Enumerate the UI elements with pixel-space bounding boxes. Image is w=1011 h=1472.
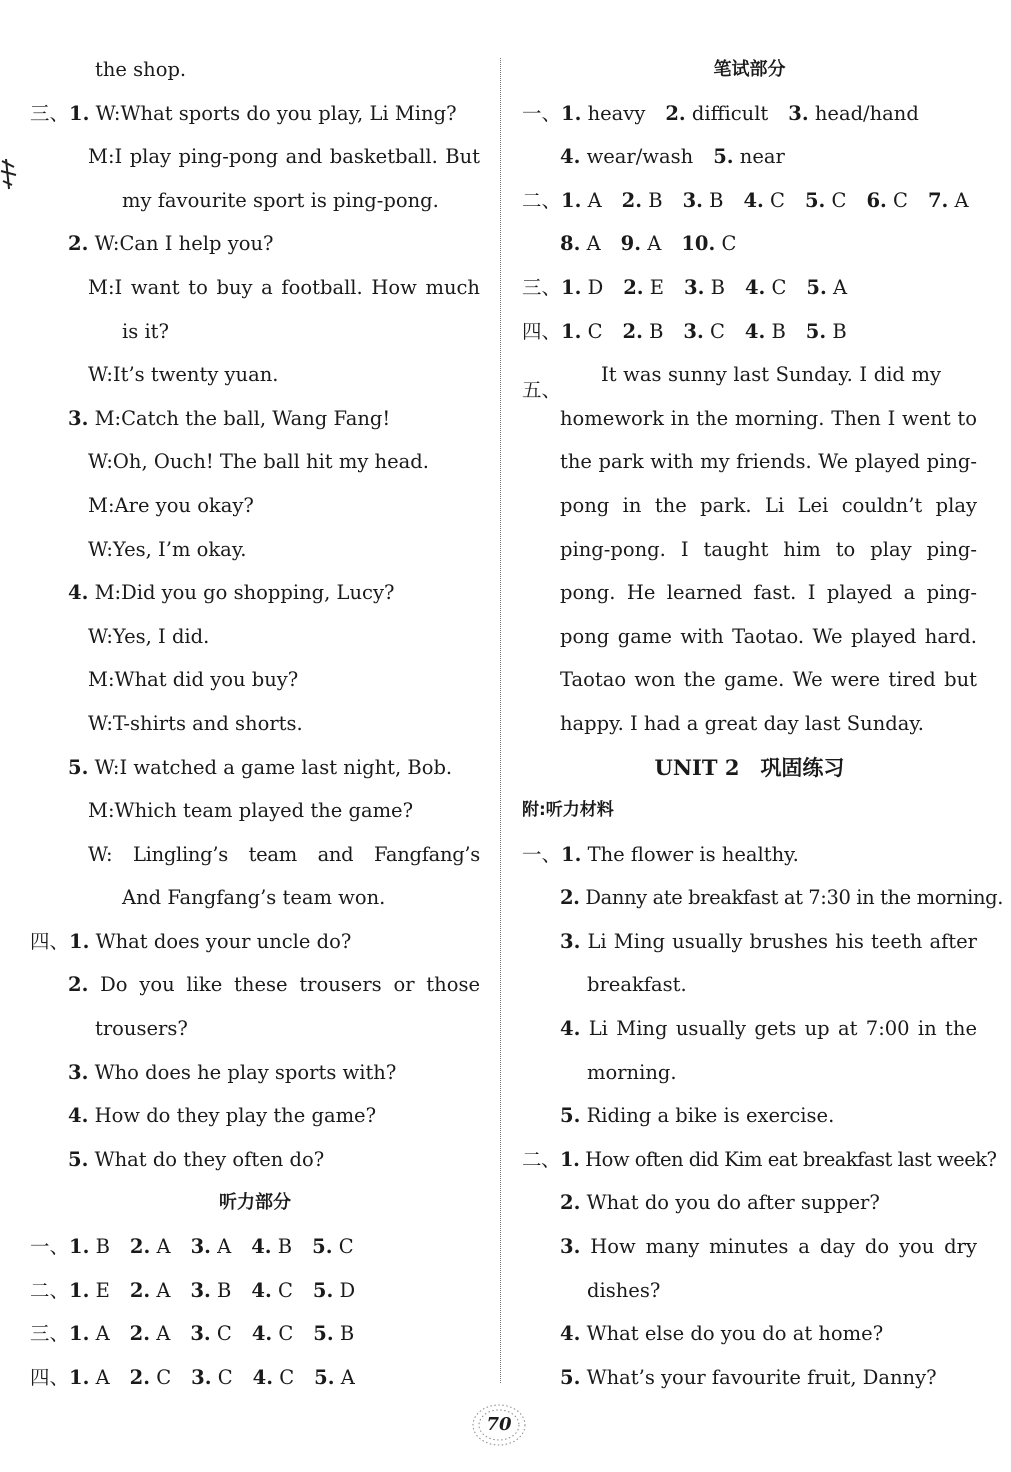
essay-line: Taotao won the game. We were tired but (560, 668, 977, 692)
dialogue-line: is it? (122, 319, 169, 343)
question-line: 四、1. What does your uncle do? (30, 929, 352, 953)
answer-row: 一、1. B 2. A 3. A 4. B 5. C (30, 1235, 354, 1259)
question-line: trousers? (95, 1017, 188, 1041)
listening-line: 5. What’s your favourite fruit, Danny? (560, 1365, 937, 1389)
answer-row: 4. wear/wash 5. near (560, 145, 785, 169)
dialogue-line: W:Oh, Ouch! The ball hit my head. (88, 450, 429, 474)
dialogue-line: 三、1. W:What sports do you play, Li Ming? (30, 101, 457, 125)
answer-row: 三、1. D 2. E 3. B 4. C 5. A (522, 275, 848, 299)
dialogue-line: M:I want to buy a football. How much (88, 275, 480, 299)
right-column (522, 48, 1004, 1399)
dialogue-line: W: Lingling’s team and Fangfang’s (88, 842, 480, 866)
answer-row: 四、1. C 2. B 3. C 4. B 5. B (522, 319, 847, 343)
dialogue-line: And Fangfang’s team won. (122, 886, 386, 910)
dialogue-line: W:T-shirts and shorts. (88, 711, 303, 735)
listening-line: morning. (587, 1060, 677, 1084)
answer-row: 一、1. heavy 2. difficult 3. head/hand (522, 101, 919, 125)
listening-line: 2. What do you do after supper? (560, 1191, 880, 1215)
answer-row: 8. A 9. A 10. C (560, 232, 737, 256)
dialogue-line: 5. W:I watched a game last night, Bob. (68, 755, 453, 779)
attachment-label: 附:听力材料 (522, 800, 614, 821)
section-title: 笔试部分 (713, 59, 786, 80)
edge-decoration-icon (0, 155, 18, 195)
dialogue-line: 3. M:Catch the ball, Wang Fang! (68, 406, 391, 430)
essay-line: pong in the park. Li Lei couldn’t play (560, 493, 977, 517)
listening-line: 一、1. The flower is healthy. (522, 842, 799, 866)
left-column (30, 48, 480, 1399)
listening-line: 5. Riding a bike is exercise. (560, 1104, 835, 1128)
listening-line: dishes? (587, 1278, 661, 1302)
essay-line: 五、It was sunny last Sunday. I did my (522, 363, 942, 402)
dialogue-line: W:Yes, I did. (88, 624, 210, 648)
answer-row: 二、1. E 2. A 3. B 4. C 5. D (30, 1278, 356, 1302)
dialogue-line: W:It’s twenty yuan. (88, 363, 279, 387)
dialogue-line: 2. W:Can I help you? (68, 232, 274, 256)
listening-line: 3. How many minutes a day do you dry (560, 1235, 977, 1259)
listening-line: 二、1. How often did Kim eat breakfast last week? (522, 1147, 997, 1171)
page-number-text: 70 (486, 1414, 512, 1435)
dialogue-line: M:What did you buy? (88, 668, 299, 692)
essay-line: ping-pong. I taught him to play ping- (560, 537, 977, 561)
dialogue-line: W:Yes, I’m okay. (88, 537, 247, 561)
dialogue-line: M:Are you okay? (88, 493, 254, 517)
column-divider (500, 58, 501, 1383)
listening-line: 4. Li Ming usually gets up at 7:00 in the (560, 1017, 977, 1041)
unit-title: UNIT 2 巩固练习 (654, 754, 845, 780)
listening-line: 4. What else do you do at home? (560, 1322, 884, 1346)
dialogue-line: 4. M:Did you go shopping, Lucy? (68, 581, 395, 605)
question-line: 3. Who does he play sports with? (68, 1060, 397, 1084)
listening-line: 2. Danny ate breakfast at 7:30 in the morning. (560, 886, 1004, 910)
essay-line: the park with my friends. We played ping- (560, 450, 977, 474)
essay-line: homework in the morning. Then I went to (560, 406, 977, 430)
essay-line: happy. I had a great day last Sunday. (560, 711, 925, 735)
section-title: 听力部分 (219, 1192, 291, 1214)
dialogue-line: my favourite sport is ping-pong. (122, 188, 439, 212)
text-line: the shop. (95, 58, 187, 81)
question-line: 5. What do they often do? (68, 1147, 325, 1171)
dialogue-line: M:I play ping-pong and basketball. But (88, 145, 480, 169)
question-line: 4. How do they play the game? (68, 1104, 377, 1128)
page-number (470, 1402, 528, 1448)
question-line: 2. Do you like these trousers or those (68, 973, 480, 997)
answer-row: 二、1. A 2. B 3. B 4. C 5. C 6. C 7. A (522, 188, 969, 212)
dialogue-line: M:Which team played the game? (88, 799, 414, 823)
essay-line: pong game with Taotao. We played hard. (560, 624, 977, 648)
answer-row: 三、1. A 2. A 3. C 4. C 5. B (30, 1322, 355, 1346)
listening-line: 3. Li Ming usually brushes his teeth after (560, 929, 977, 953)
answer-row: 四、1. A 2. C 3. C 4. C 5. A (30, 1365, 355, 1389)
essay-line: pong. He learned fast. I played a ping- (560, 581, 977, 605)
listening-line: breakfast. (587, 973, 687, 997)
